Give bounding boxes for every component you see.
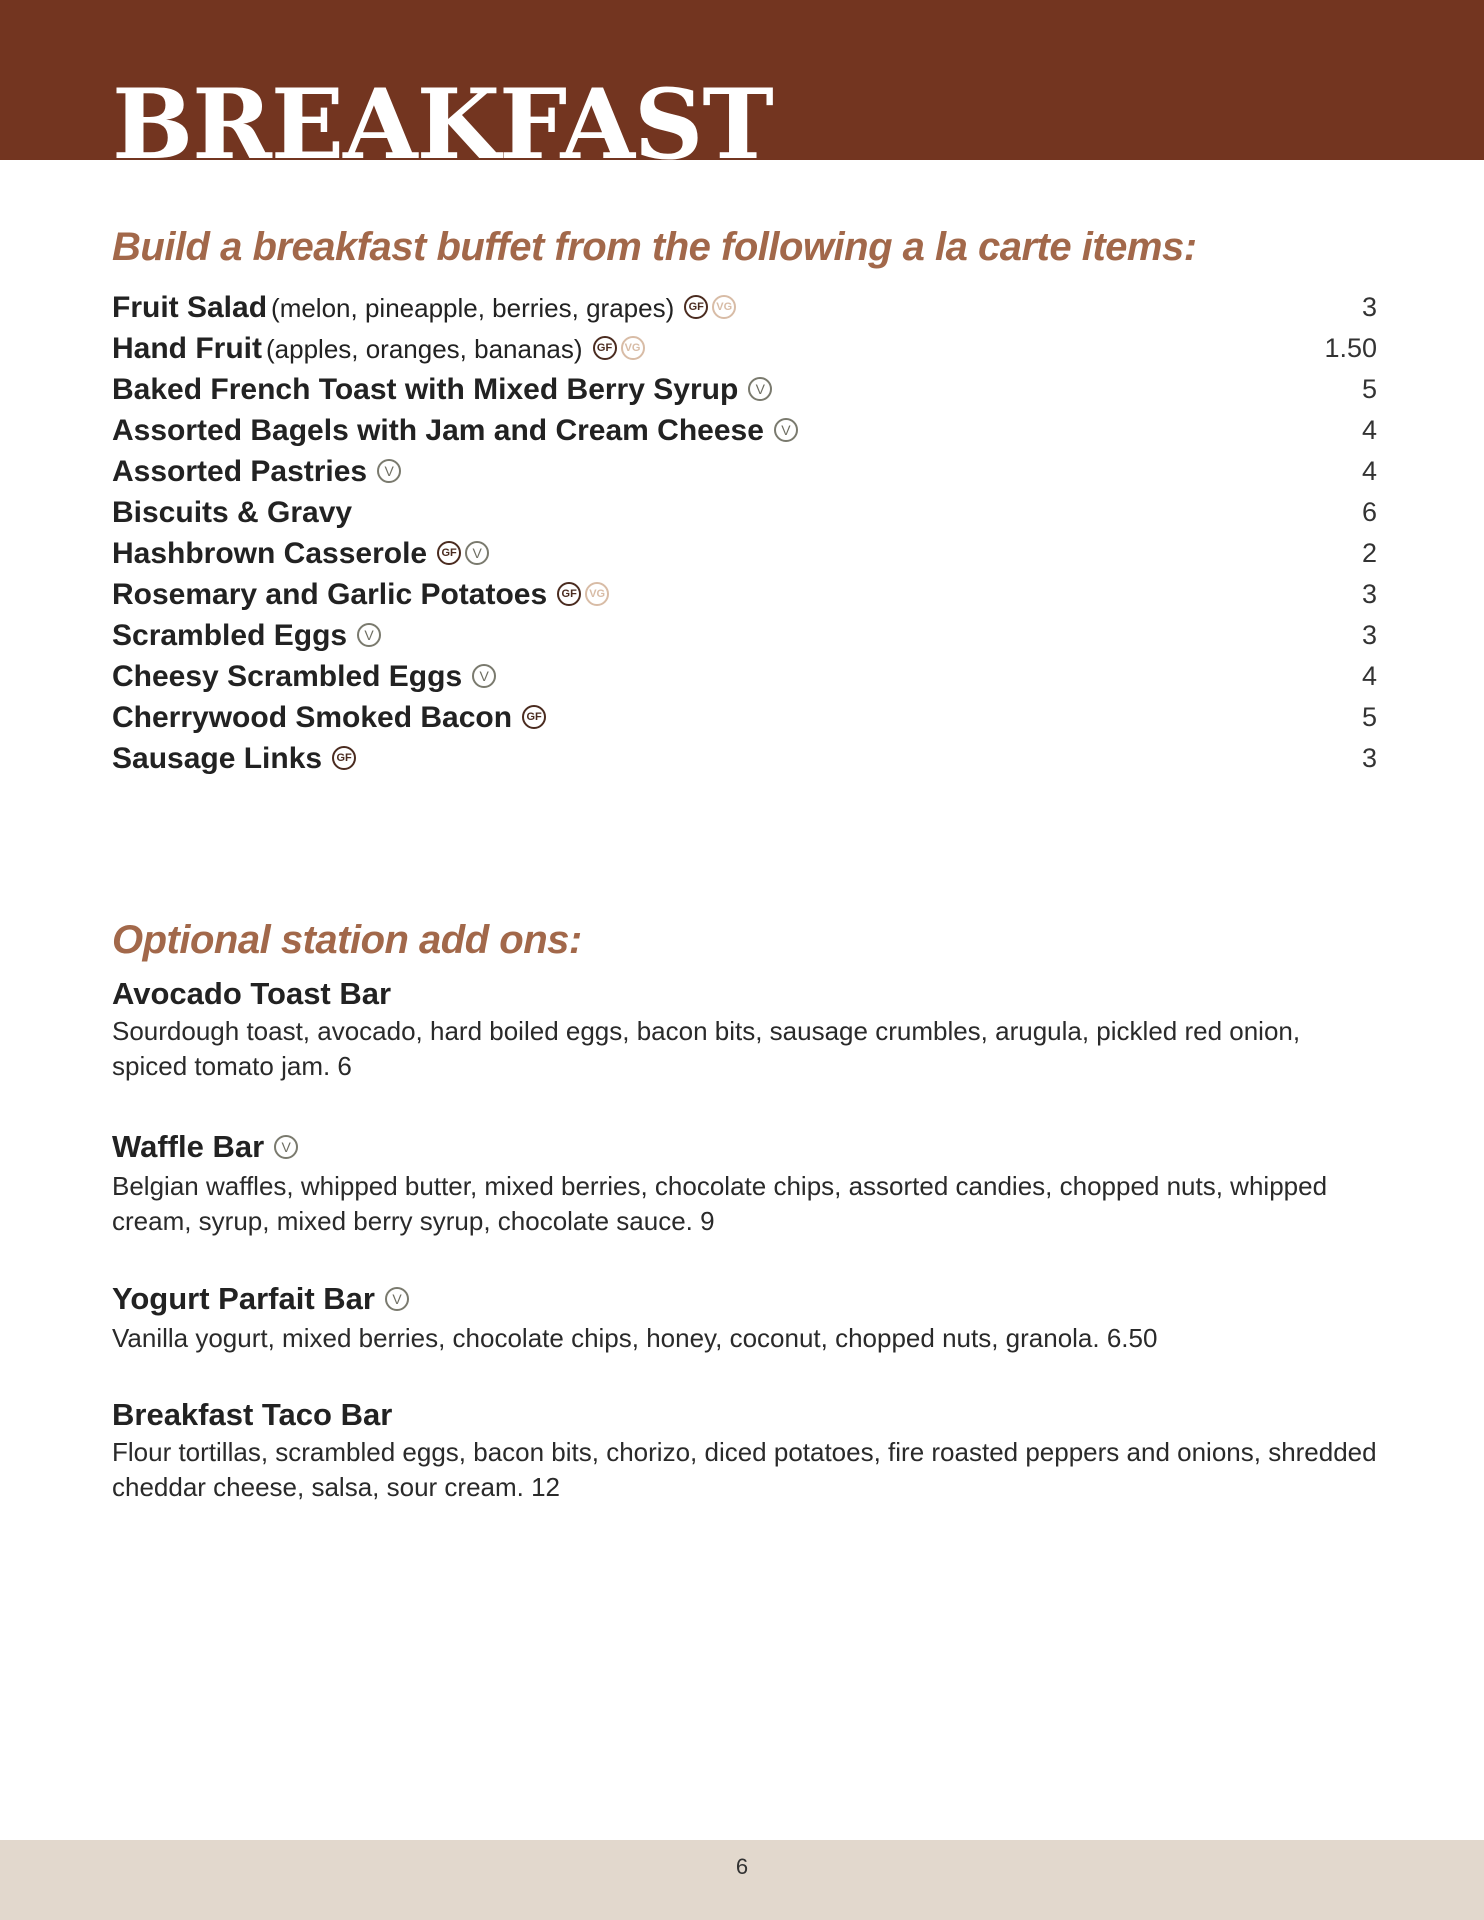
- dietary-badges: [332, 737, 360, 778]
- menu-item: [112, 287, 1377, 328]
- item-name: Cheesy Scrambled Eggs: [112, 660, 463, 693]
- dietary-badges: [385, 1277, 413, 1317]
- vegetarian-icon: V: [357, 623, 381, 647]
- item-price: 5: [1361, 702, 1377, 732]
- menu-item: [112, 328, 1377, 369]
- item-name: Sausage Links: [112, 742, 323, 775]
- item-name: Cherrywood Smoked Bacon: [112, 701, 513, 734]
- menu-item: [112, 697, 1377, 738]
- menu-item: [112, 615, 1377, 656]
- dietary-badges: [593, 327, 649, 368]
- station-avocado-toast-bar: [112, 974, 1382, 1084]
- item-description: (apples, oranges, bananas): [266, 334, 583, 364]
- gluten-free-icon: GF: [593, 336, 617, 360]
- item-name: Hashbrown Casserole: [112, 537, 428, 570]
- station-name-row: [112, 1279, 1382, 1321]
- item-name: Baked French Toast with Mixed Berry Syrup: [112, 373, 739, 406]
- dietary-badges: [522, 696, 550, 737]
- dietary-badges: [472, 655, 500, 696]
- item-price: 1.50: [1324, 333, 1377, 363]
- menu-item: [112, 574, 1377, 615]
- station-name: Avocado Toast Bar: [112, 976, 392, 1011]
- dietary-badges: [274, 1125, 302, 1165]
- menu-item: [112, 410, 1377, 451]
- item-name: Biscuits & Gravy: [112, 496, 353, 529]
- section-heading-a-la-carte: Build a breakfast buffet from the following a la carte items:: [112, 225, 1197, 269]
- item-name: Hand Fruit: [112, 332, 262, 365]
- station-waffle-bar: [112, 1127, 1382, 1239]
- station-yogurt-parfait-bar: [112, 1279, 1382, 1356]
- station-name: Yogurt Parfait Bar: [112, 1281, 375, 1316]
- item-price: 3: [1361, 292, 1377, 322]
- item-name: Scrambled Eggs: [112, 619, 348, 652]
- station-description: Belgian waffles, whipped butter, mixed berries, chocolate chips, assorted candies, chopped nuts, whipped cream, syrup, mixed berry syrup, chocolate sauce. 9: [112, 1170, 1328, 1236]
- vegetarian-icon: V: [465, 541, 489, 565]
- item-name: Assorted Pastries: [112, 455, 368, 488]
- item-price: 3: [1361, 579, 1377, 609]
- dietary-badges: [437, 532, 493, 573]
- station-description: Flour tortillas, scrambled eggs, bacon bits, chorizo, diced potatoes, fire roasted peppers and onions, shredded cheddar cheese, salsa, sour cream. 12: [112, 1437, 1377, 1502]
- item-name: Fruit Salad: [112, 291, 268, 324]
- dietary-badges: [748, 368, 776, 409]
- page-title: BREAKFAST: [112, 68, 773, 181]
- vegetarian-icon: V: [774, 418, 798, 442]
- station-description: Vanilla yogurt, mixed berries, chocolate chips, honey, coconut, chopped nuts, granola. 6.50: [112, 1322, 1158, 1353]
- dietary-badges: [357, 614, 385, 655]
- dietary-badges: [557, 573, 613, 614]
- menu-item: [112, 451, 1377, 492]
- item-description: (melon, pineapple, berries, grapes): [271, 293, 675, 323]
- vegan-icon: VG: [585, 582, 609, 606]
- vegetarian-icon: V: [472, 664, 496, 688]
- vegetarian-icon: V: [748, 377, 772, 401]
- vegetarian-icon: V: [377, 459, 401, 483]
- item-price: 4: [1361, 415, 1377, 445]
- item-name: Assorted Bagels with Jam and Cream Cheese: [112, 414, 764, 447]
- menu-item: [112, 656, 1377, 697]
- gluten-free-icon: GF: [522, 705, 546, 729]
- menu-item: [112, 369, 1377, 410]
- gluten-free-icon: GF: [684, 295, 708, 319]
- page-number: 6: [735, 1854, 749, 1879]
- station-breakfast-taco-bar: [112, 1395, 1382, 1505]
- dietary-badges: [774, 409, 802, 450]
- item-price: 2: [1361, 538, 1377, 568]
- gluten-free-icon: GF: [332, 746, 356, 770]
- vegan-icon: VG: [621, 336, 645, 360]
- dietary-badges: [377, 450, 405, 491]
- vegan-icon: VG: [712, 295, 736, 319]
- gluten-free-icon: GF: [437, 541, 461, 565]
- item-price: 5: [1361, 374, 1377, 404]
- menu-item: [112, 492, 1377, 533]
- item-price: 3: [1361, 620, 1377, 650]
- station-name-row: [112, 1127, 1382, 1169]
- gluten-free-icon: GF: [557, 582, 581, 606]
- station-name: Waffle Bar: [112, 1129, 265, 1164]
- station-name: Breakfast Taco Bar: [112, 1397, 393, 1432]
- section-heading-station-add-ons: Optional station add ons:: [112, 918, 582, 962]
- vegetarian-icon: V: [385, 1287, 409, 1311]
- menu-list: [112, 287, 1377, 779]
- item-price: 3: [1361, 743, 1377, 773]
- item-price: 4: [1361, 456, 1377, 486]
- item-price: 6: [1361, 497, 1377, 527]
- menu-item: [112, 533, 1377, 574]
- item-price: 4: [1361, 661, 1377, 691]
- item-name: Rosemary and Garlic Potatoes: [112, 578, 548, 611]
- dietary-badges: [684, 286, 740, 327]
- menu-item: [112, 738, 1377, 779]
- station-description: Sourdough toast, avocado, hard boiled eggs, bacon bits, sausage crumbles, arugula, pickled red onion, spiced tomato jam. 6: [112, 1016, 1301, 1081]
- vegetarian-icon: V: [274, 1135, 298, 1159]
